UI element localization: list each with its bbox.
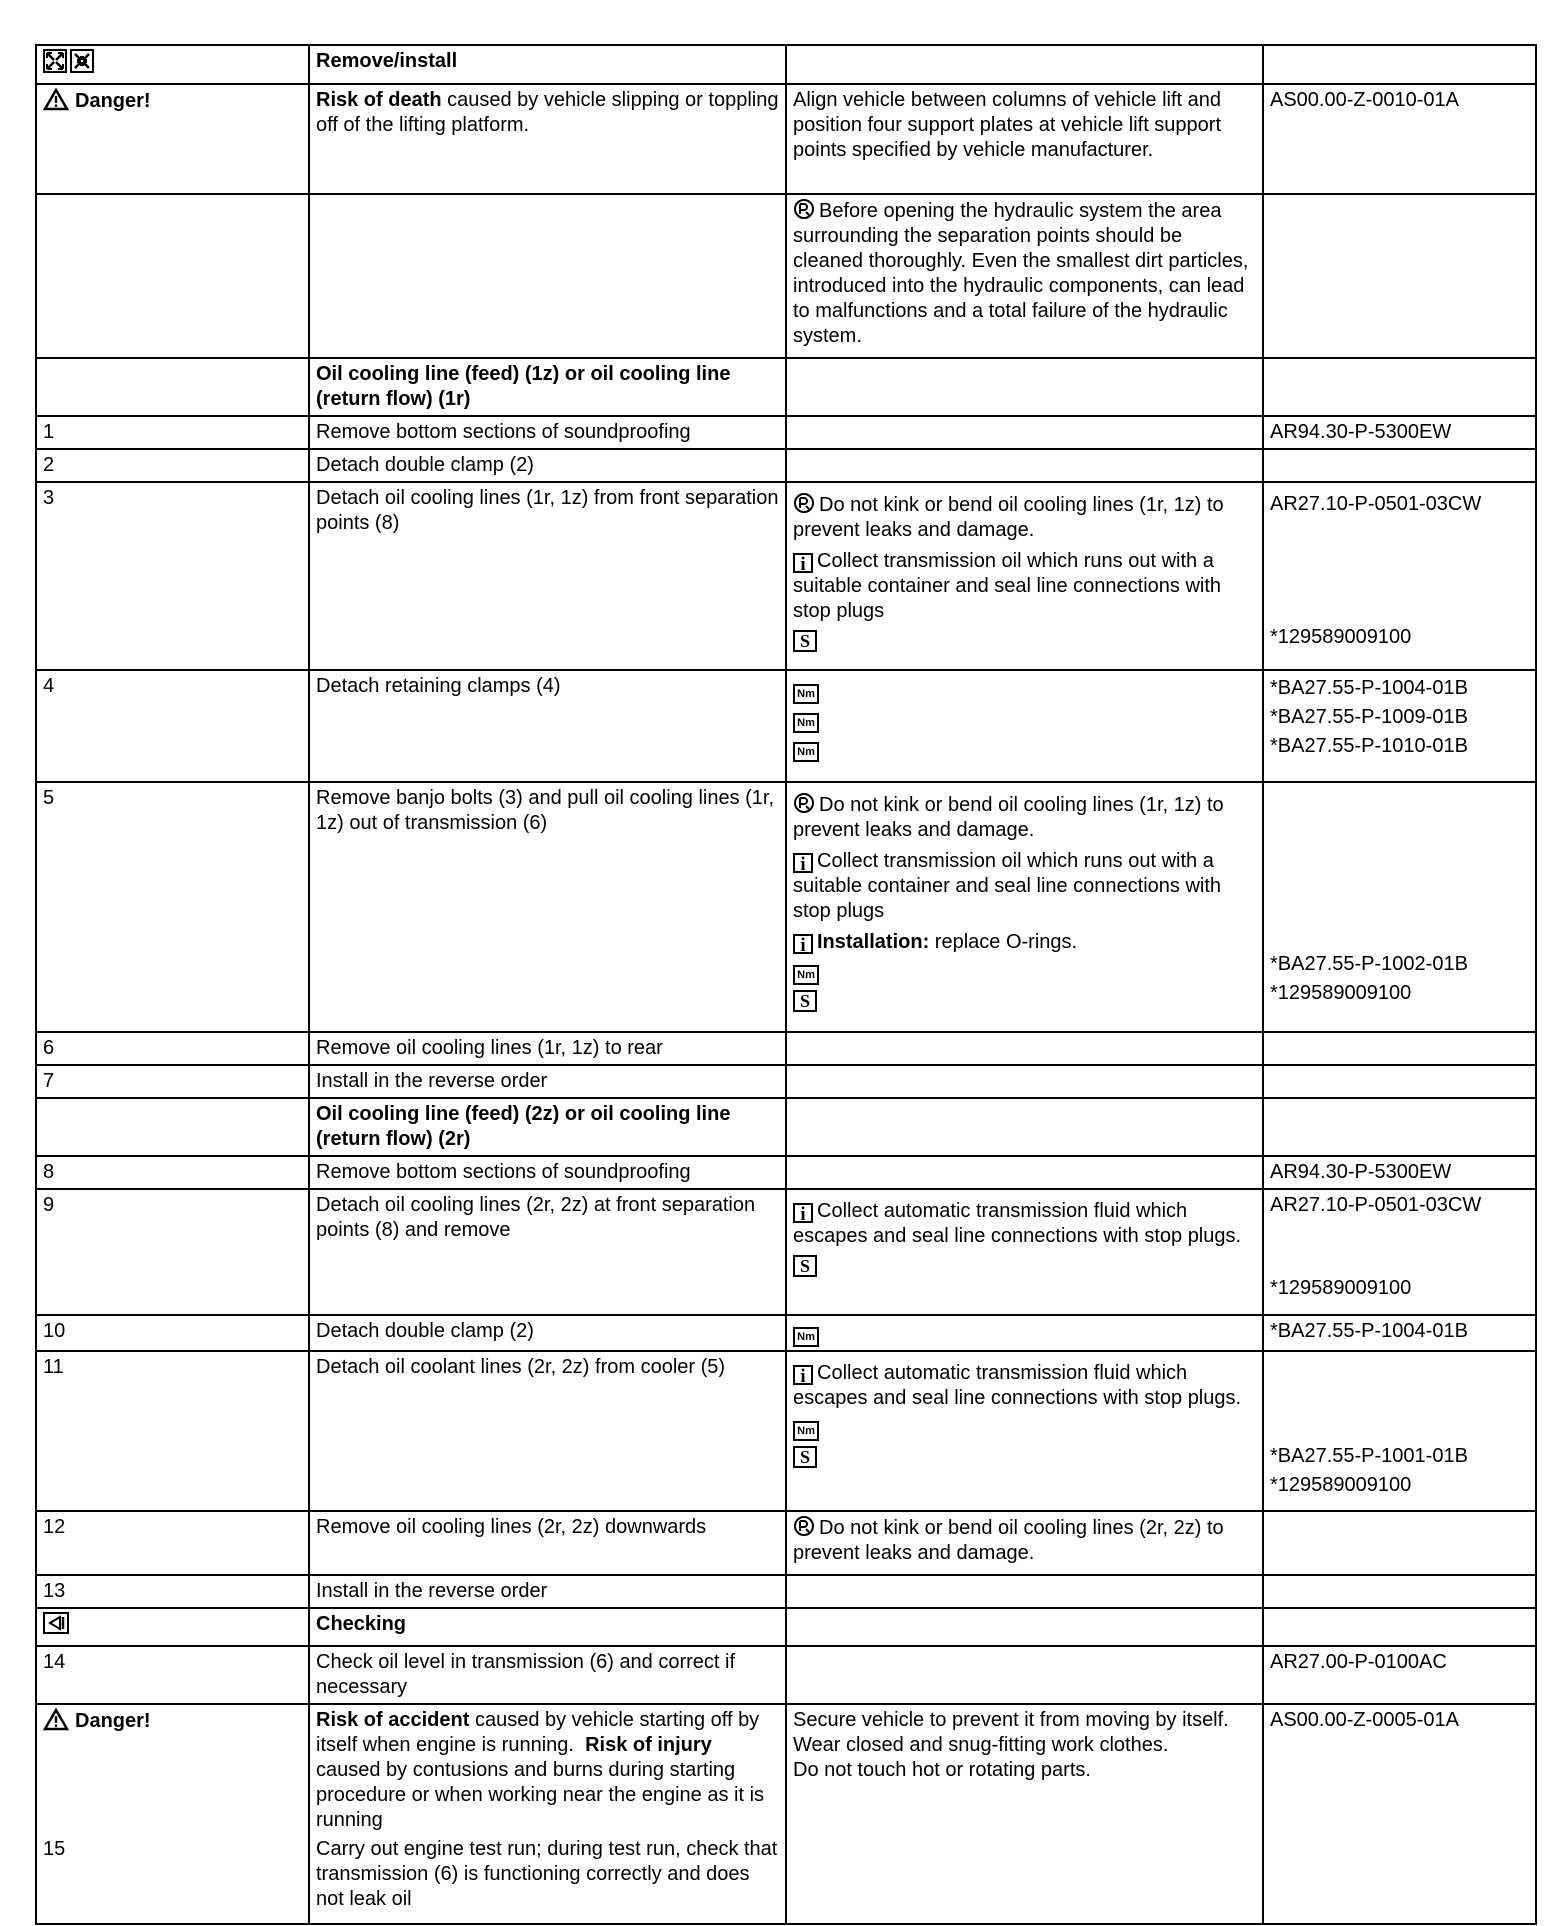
risk-cell: Risk of death caused by vehicle slipping or toppling off of the lifting platform. — [309, 84, 786, 194]
hydraulic-note-row — [36, 194, 1536, 358]
reference-link[interactable]: AR94.30-P-5300EW — [1263, 1156, 1536, 1189]
caution-note-icon — [793, 492, 815, 514]
special-tool-icon: S — [793, 1446, 817, 1468]
step-row: 1 Remove bottom sections of soundproofing AR94.30-P-5300EW — [36, 416, 1536, 449]
step-row: 6 Remove oil cooling lines (1r, 1z) to rear — [36, 1032, 1536, 1065]
danger-row-1 — [36, 84, 1536, 194]
special-tool-icon: S — [793, 990, 817, 1012]
torque-nm-icon: Nm — [793, 713, 819, 733]
reference-link[interactable]: AR94.30-P-5300EW — [1263, 416, 1536, 449]
step-row: 2 Detach double clamp (2) — [36, 449, 1536, 482]
reference-link[interactable]: AS00.00-Z-0005-01A — [1263, 1704, 1536, 1924]
danger-label: Danger! — [75, 1710, 151, 1732]
torque-nm-icon: Nm — [793, 742, 819, 762]
special-tool-icon: S — [793, 630, 817, 652]
danger-label: Danger! — [75, 90, 151, 112]
caution-note-icon — [793, 1515, 815, 1537]
remove-install-heading: Remove/install — [309, 45, 786, 84]
risk-text: Risk of accident caused by vehicle starting off by itself when engine is running. Risk of injury caused by contusions and burns during starting procedure or when working near the engine as it is running — [316, 1709, 765, 1831]
step-row: 10 Detach double clamp (2) Nm *BA27.55-P-1004-01B — [36, 1315, 1536, 1351]
torque-nm-icon: Nm — [793, 684, 819, 704]
section-row-1 — [36, 358, 1536, 416]
header-row — [36, 45, 1536, 84]
step-row: 11 Detach oil coolant lines (2r, 2z) from cooler (5) i Collect automatic transmission fluid which escapes and seal line connections with stop plugs. Nm S *BA27.55-P-1001-01B *129589009100 — [36, 1351, 1536, 1511]
reference-link[interactable]: *129589009100 — [1270, 1474, 1412, 1496]
reference-link[interactable]: *BA27.55-P-1002-01B — [1270, 953, 1468, 975]
step-row: 9 Detach oil cooling lines (2r, 2z) at front separation points (8) and remove i Collect automatic transmission fluid which escapes and seal line connections with stop plugs. S AR27.10-P-0501-03CW *129589009100 — [36, 1189, 1536, 1315]
step-row: 5 Remove banjo bolts (3) and pull oil cooling lines (1r, 1z) out of transmission (6) Do not kink or bend oil cooling lines (1r, 1z) to prevent leaks and damage. i Collect transmission oil which runs out with a suitable container and seal line connections with stop plugs i Installation: replace O-rings. Nm S *BA27.55-P-1002-01B *129589009100 — [36, 782, 1536, 1032]
special-tool-icon: S — [793, 1255, 817, 1277]
step-row: 12 Remove oil cooling lines (2r, 2z) downwards Do not kink or bend oil cooling lines (2r, 2z) to prevent leaks and damage. — [36, 1511, 1536, 1575]
info-icon: i — [793, 553, 813, 573]
torque-nm-icon: Nm — [793, 965, 819, 985]
reference-link[interactable]: *BA27.55-P-1004-01B — [1263, 1315, 1536, 1351]
torque-nm-icon: Nm — [793, 1421, 819, 1441]
procedure-table — [35, 44, 1537, 1925]
reference-link[interactable]: AR27.00-P-0100AC — [1263, 1646, 1536, 1704]
reference-link[interactable]: *BA27.55-P-1001-01B — [1270, 1445, 1468, 1467]
reference-link[interactable]: *129589009100 — [1270, 1277, 1412, 1299]
section-row-2 — [36, 1098, 1536, 1156]
checking-icon — [43, 1612, 69, 1634]
info-icon: i — [793, 853, 813, 873]
step-row: 13 Install in the reverse order — [36, 1575, 1536, 1608]
procedure-document — [35, 44, 1535, 1925]
step-row: 8 Remove bottom sections of soundproofing AR94.30-P-5300EW — [36, 1156, 1536, 1189]
torque-nm-icon: Nm — [793, 1327, 819, 1347]
checking-row — [36, 1608, 1536, 1646]
reference-link[interactable]: *BA27.55-P-1004-01B — [1270, 677, 1468, 699]
danger-row-2: Danger! 15 Risk of accident caused by vehicle starting off by itself when engine is running. Risk of injury caused by contusions and burns during starting procedure or when working near the engine as it is running Carry out engine test run; during test run, check that transmission (6) is functioning correctly and does not leak oil Secure vehicle to prevent it from moving by itself. Wear closed and snug-fitting work clothes. Do not touch hot or rotating parts. AS00.00-Z-0005-01A — [36, 1704, 1536, 1924]
checking-heading: Checking — [309, 1608, 786, 1646]
step-row: 7 Install in the reverse order — [36, 1065, 1536, 1098]
step-row: 14 Check oil level in transmission (6) and correct if necessary AR27.00-P-0100AC — [36, 1646, 1536, 1704]
note-cell: Before opening the hydraulic system the area surrounding the separation points should be cleaned thoroughly. Even the smallest dirt particles, introduced into the hydraulic components, can lead to malfunctions and a total failure of the hydraulic system. — [786, 194, 1263, 358]
caution-note-icon — [793, 198, 815, 220]
warning-triangle-icon — [43, 88, 69, 111]
reference-link[interactable]: AS00.00-Z-0010-01A — [1263, 84, 1536, 194]
remove-install-icons — [36, 45, 309, 84]
reference-link[interactable]: *BA27.55-P-1010-01B — [1270, 735, 1468, 757]
reference-link[interactable]: *129589009100 — [1270, 982, 1412, 1004]
reference-link[interactable]: AR27.10-P-0501-03CW — [1270, 493, 1482, 515]
caution-note-icon — [793, 792, 815, 814]
reference-link[interactable]: AR27.10-P-0501-03CW — [1270, 1194, 1482, 1216]
info-icon: i — [793, 934, 813, 954]
section-title: Oil cooling line (feed) (2z) or oil cooling line (return flow) (2r) — [309, 1098, 786, 1156]
danger-cell — [36, 84, 309, 194]
reference-link[interactable]: *BA27.55-P-1009-01B — [1270, 706, 1468, 728]
reference-link[interactable]: *129589009100 — [1270, 626, 1412, 648]
warning-triangle-icon — [43, 1708, 69, 1731]
step-row: 4 Detach retaining clamps (4) Nm Nm Nm *BA27.55-P-1004-01B *BA27.55-P-1009-01B *BA27.55-P-1010-01B — [36, 670, 1536, 782]
action-cell: Align vehicle between columns of vehicle lift and position four support plates at vehicle lift support points specified by vehicle manufacturer. — [786, 84, 1263, 194]
step-row: 3 Detach oil cooling lines (1r, 1z) from front separation points (8) Do not kink or bend oil cooling lines (1r, 1z) to prevent leaks and damage. i Collect transmission oil which runs out with a suitable container and seal line connections with stop plugs S AR27.10-P-0501-03CW *129589009100 — [36, 482, 1536, 670]
section-title: Oil cooling line (feed) (1z) or oil cooling line (return flow) (1r) — [309, 358, 786, 416]
info-icon: i — [793, 1365, 813, 1385]
info-icon: i — [793, 1203, 813, 1223]
